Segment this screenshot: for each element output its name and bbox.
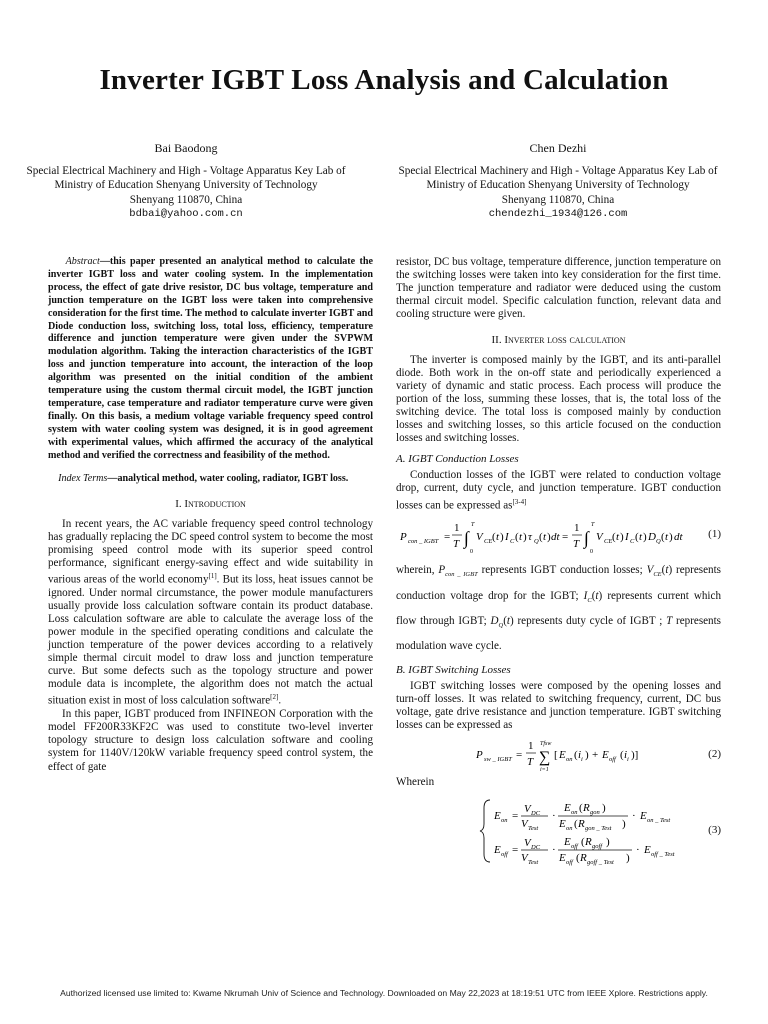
equation-2-number: (2) xyxy=(708,748,721,761)
svg-text:=: = xyxy=(512,843,519,856)
svg-text:off: off xyxy=(566,858,573,866)
conduction-text: Conduction losses of the IGBT were related to conduction voltage drop, current, duty cycle, and junction temperature. IGBT conduction losses can be expressed as xyxy=(396,469,721,512)
svg-text:0: 0 xyxy=(470,549,473,556)
author-block-1 xyxy=(21,141,351,221)
svg-text:DC: DC xyxy=(531,843,541,851)
svg-text:P: P xyxy=(400,531,407,544)
svg-text:on: on xyxy=(566,824,573,832)
svg-text:E: E xyxy=(602,749,609,762)
svg-text:I: I xyxy=(505,531,509,544)
svg-text:T: T xyxy=(471,522,475,529)
svg-text:E: E xyxy=(644,843,651,856)
svg-text:0: 0 xyxy=(590,549,593,556)
abstract xyxy=(48,256,373,463)
svg-text:1: 1 xyxy=(454,522,460,535)
svg-text:t: t xyxy=(543,531,547,544)
intro-text-a: In recent years, the AC variable frequency speed control technology has gradually replacing the DC speed control system to become the most promising speed control mode with its superior speed control performance, significant energy-saving effect and wide suitability in various areas of the world economy xyxy=(48,517,373,586)
svg-text:1: 1 xyxy=(528,740,534,753)
svg-text:·: · xyxy=(632,809,636,822)
index-terms-label: Index Terms xyxy=(58,472,108,484)
author-email: bdbai@yahoo.com.cn xyxy=(129,207,243,220)
index-terms xyxy=(48,473,373,486)
svg-text:T: T xyxy=(573,538,580,551)
svg-text:R: R xyxy=(583,801,590,814)
svg-text:off: off xyxy=(501,850,508,858)
svg-text:(: ( xyxy=(574,817,578,830)
svg-text:∫: ∫ xyxy=(584,528,589,549)
abstract-text: —this paper presented an analytical method to calculate the inverter IGBT loss and water cooling system. In the implementation process, the effect of gate drive resistor, DC bus voltage, temperature and junction temperature on the IGBT loss were taken into comprehensive consideration for the first time. The method to calculate inverter IGBT and Diode conduction loss, switching loss, total loss, efficiency, temperature difference and junction temperature were given under the SVPWM modulation algorithm. Taking the interaction characteristics of the IGBT loss and junction temperature into account, the interaction of the loop algorithm was presented on the initial condition of the ambient temperature using the custom thermal circuit model, the IGBT junction temperature, case temperature and radiator temperature curve were given finally. On this basis, a medium voltage variable frequency speed control system with water cooling system was designed, it is in good agreement with experimental values, which affirmed the accuracy of the analytical method and verified the correctness and feasibility of the method. xyxy=(48,256,373,461)
svg-text:E: E xyxy=(494,843,501,856)
svg-text:R: R xyxy=(580,851,587,864)
svg-text:): ) xyxy=(500,531,504,544)
svg-text:t: t xyxy=(639,531,643,544)
svg-text:V: V xyxy=(596,531,603,544)
svg-text:Test: Test xyxy=(528,858,539,866)
svg-text:(: ( xyxy=(620,749,624,762)
svg-text:E: E xyxy=(559,749,566,762)
svg-text:i=1: i=1 xyxy=(540,767,549,773)
svg-text:(: ( xyxy=(612,531,616,544)
svg-text:i: i xyxy=(627,756,629,764)
svg-text:): ) xyxy=(620,531,624,544)
svg-text:(: ( xyxy=(581,835,585,848)
svg-text:): ) xyxy=(606,835,610,848)
svg-text:Q: Q xyxy=(656,538,661,546)
svg-text:on _ Test: on _ Test xyxy=(647,816,671,824)
wherein-text: wherein, xyxy=(396,564,435,577)
svg-text:1: 1 xyxy=(574,522,580,535)
switching-wherein: Wherein xyxy=(396,776,435,789)
svg-text:(: ( xyxy=(574,749,578,762)
svg-text:): ) xyxy=(547,531,551,544)
author-city: Shenyang 110870, China xyxy=(501,193,615,206)
svg-text:i: i xyxy=(624,749,628,762)
svg-text:=: = xyxy=(444,531,451,544)
wherein-text: represents duty cycle of IGBT ; xyxy=(517,614,663,627)
author-affiliation: Special Electrical Machinery and High - Voltage Apparatus Key Lab of Ministry of Education Shenyang University of Technology xyxy=(398,165,718,192)
subsection-heading-switching: B. IGBT Switching Losses xyxy=(396,663,511,676)
svg-text:[: [ xyxy=(554,749,558,762)
svg-text:∫: ∫ xyxy=(464,528,469,549)
svg-text:+: + xyxy=(592,749,599,762)
equation-3-graphic xyxy=(396,796,696,866)
loss-paragraph-1: The inverter is composed mainly by the IGBT, and its anti-parallel diode. Both work in the on-off state and periodically experienced a variety of dynamic and static process. Each process will produce the portion of the loss, summing these losses, that is, the total loss of the switching device. The total loss is composed mainly by conduction losses and switching losses, so this article focused on the conduction losses and switching losses. xyxy=(396,353,721,445)
svg-text:con _ IGBT: con _ IGBT xyxy=(408,538,439,546)
svg-text:V: V xyxy=(476,531,483,544)
svg-text:on: on xyxy=(566,756,573,764)
index-terms-text: —analytical method, water cooling, radiator, IGBT loss. xyxy=(107,472,349,484)
svg-text:t: t xyxy=(519,531,523,544)
left-column xyxy=(48,256,373,774)
svg-text:E: E xyxy=(564,801,571,814)
wherein-text: represents IGBT conduction losses; xyxy=(481,564,643,577)
author-name: Bai Baodong xyxy=(154,141,218,155)
svg-text:): ) xyxy=(643,531,647,544)
svg-text:C: C xyxy=(630,538,635,546)
switching-paragraph: IGBT switching losses were composed by the opening losses and turn-off losses. It was related to switching frequency, current, DC bus voltage, gate drive resistance and junction temperature. IGBT switching losses can be expressed as xyxy=(396,680,721,732)
intro-paragraph-1 xyxy=(48,518,373,709)
svg-text:(: ( xyxy=(635,531,639,544)
citation-3-4[interactable]: [3-4] xyxy=(512,497,527,506)
svg-text:Test: Test xyxy=(528,824,539,832)
svg-text:·: · xyxy=(552,809,556,822)
intro-paragraph-2: In this paper, IGBT produced from INFINEON Corporation with the model FF200R33KF2C was used to constitute two-level inverter topology structure to design loss calculation software and cooling system for 1140V/120kW variable frequency speed control system, the effect of gate xyxy=(48,708,373,773)
svg-text:=: = xyxy=(516,749,523,762)
svg-text:E: E xyxy=(494,809,501,822)
svg-text:t: t xyxy=(616,531,620,544)
wherein-text: represents conduction voltage drop for the IGBT; xyxy=(396,564,721,602)
svg-text:off: off xyxy=(571,842,578,850)
svg-text:dt: dt xyxy=(674,531,683,544)
svg-text:Q: Q xyxy=(534,538,539,546)
svg-text:=: = xyxy=(562,531,569,544)
svg-text:t: t xyxy=(665,531,669,544)
svg-text:R: R xyxy=(585,835,592,848)
svg-text:)]: )] xyxy=(631,749,639,762)
section-heading-introduction: I. Introduction xyxy=(175,498,246,511)
svg-text:off _ Test: off _ Test xyxy=(651,850,675,858)
svg-text:(: ( xyxy=(492,531,496,544)
svg-text:τ: τ xyxy=(528,531,532,544)
svg-text:): ) xyxy=(585,749,589,762)
abstract-label: Abstract xyxy=(65,256,100,267)
conduction-paragraph xyxy=(396,469,721,512)
equation-3-number: (3) xyxy=(708,823,721,836)
equation-1-graphic xyxy=(396,516,696,556)
author-block-2 xyxy=(393,141,723,221)
svg-text:R: R xyxy=(578,817,585,830)
svg-text:): ) xyxy=(622,817,626,830)
license-footer: Authorized licensed use limited to: Kwame Nkrumah Univ of Science and Technology. Downloaded on May 22,2023 at 18:19:51 UTC from IEEE Xplore. Restrictions apply. xyxy=(60,988,708,998)
svg-text:=: = xyxy=(512,809,519,822)
svg-text:V: V xyxy=(521,851,528,864)
svg-text:i: i xyxy=(581,756,583,764)
author-email: chendezhi_1934@126.com xyxy=(488,207,628,220)
svg-text:(: ( xyxy=(576,851,580,864)
svg-text:(: ( xyxy=(579,801,583,814)
author-affiliation: Special Electrical Machinery and High - Voltage Apparatus Key Lab of Ministry of Education Shenyang University of Technology xyxy=(26,165,346,192)
svg-text:E: E xyxy=(564,835,571,848)
svg-text:CE: CE xyxy=(604,538,613,546)
svg-text:V: V xyxy=(524,836,531,849)
svg-text:gon: gon xyxy=(590,808,600,816)
svg-text:(: ( xyxy=(539,531,543,544)
svg-text:C: C xyxy=(510,538,515,546)
svg-text:T: T xyxy=(591,522,595,529)
citation-1[interactable]: [1] xyxy=(208,571,217,580)
svg-text:I: I xyxy=(625,531,629,544)
svg-text:): ) xyxy=(523,531,527,544)
paper-title: Inverter IGBT Loss Analysis and Calculation xyxy=(99,64,669,96)
svg-text:DC: DC xyxy=(531,809,541,817)
svg-text:E: E xyxy=(559,851,566,864)
svg-text:T: T xyxy=(453,538,460,551)
svg-text:dt: dt xyxy=(551,531,560,544)
wherein-text: represents modulation wave cycle. xyxy=(396,614,722,652)
svg-text:off: off xyxy=(609,756,616,764)
svg-text:): ) xyxy=(669,531,673,544)
intro-continuation: resistor, DC bus voltage, temperature difference, junction temperature on the switching losses were taken into key consideration for the first time. The junction temperature and radiator were deduced using the custom thermal circuit model. Specific calculation function, relevant data and cooling structure were given. xyxy=(396,256,721,321)
equation-1 xyxy=(396,516,721,556)
right-column xyxy=(396,256,721,870)
svg-text:D: D xyxy=(648,531,656,544)
intro-text-c: . xyxy=(278,695,282,708)
svg-text:T: T xyxy=(527,756,534,769)
equation-2 xyxy=(396,736,721,772)
equation-2-graphic xyxy=(396,736,696,772)
svg-text:CE: CE xyxy=(484,538,493,546)
author-name: Chen Dezhi xyxy=(529,141,587,155)
equation-1-number: (1) xyxy=(708,528,721,541)
wherein-text: represents current which flow through IGBT; xyxy=(396,589,721,627)
svg-text:∑: ∑ xyxy=(539,749,551,767)
svg-text:·: · xyxy=(636,843,640,856)
svg-text:goff _ Test: goff _ Test xyxy=(587,858,614,866)
svg-text:(: ( xyxy=(515,531,519,544)
svg-text:E: E xyxy=(559,817,566,830)
svg-text:): ) xyxy=(626,851,630,864)
intro-text-b: . But its loss, heat issues cannot be ignored. Under normal circumstance, the power module manufacturers usually provide loss calculation software contain its product database. Loss calculation software are able to calculate the average loss of the power module in the specified operating conditions and calculate the junction temperature of the power devices according to a relatively simple thermal circuit model to draw loss and junction temperature curve. But some defects such as the topology structure and power module data is incomplete, the algorithm does not match the actual situation exist in most of loss calculation software xyxy=(48,573,374,708)
svg-text:): ) xyxy=(602,801,606,814)
svg-text:E: E xyxy=(640,809,647,822)
svg-text:V: V xyxy=(524,802,531,815)
svg-text:(: ( xyxy=(661,531,665,544)
svg-text:on: on xyxy=(571,808,578,816)
svg-text:t: t xyxy=(496,531,500,544)
svg-text:Tfsw: Tfsw xyxy=(540,741,552,748)
svg-text:P: P xyxy=(476,749,483,762)
svg-text:·: · xyxy=(552,843,556,856)
author-city: Shenyang 110870, China xyxy=(129,193,243,206)
equation-3 xyxy=(396,796,721,866)
svg-text:on: on xyxy=(501,816,508,824)
svg-text:gon _ Test: gon _ Test xyxy=(585,824,612,832)
section-heading-loss-calculation: II. Inverter loss calculation xyxy=(491,334,626,347)
citation-2[interactable]: [2] xyxy=(270,693,279,702)
subsection-heading-conduction: A. IGBT Conduction Losses xyxy=(396,453,519,466)
svg-text:goff: goff xyxy=(592,842,603,850)
svg-text:i: i xyxy=(578,749,582,762)
svg-text:V: V xyxy=(521,817,528,830)
conduction-wherein: wherein, $P_{con \_ IGBT}$ represents IGBT conduction losses; $V_{CE}(t)$ represents conduction voltage drop for the IGBT; $I_C(t)$ represents current which flow through IGBT; $D_Q(t)$ represents duty cycle of IGBT ; T represents modulation wave cycle. xyxy=(396,564,722,652)
svg-text:sw _ IGBT: sw _ IGBT xyxy=(484,756,512,764)
